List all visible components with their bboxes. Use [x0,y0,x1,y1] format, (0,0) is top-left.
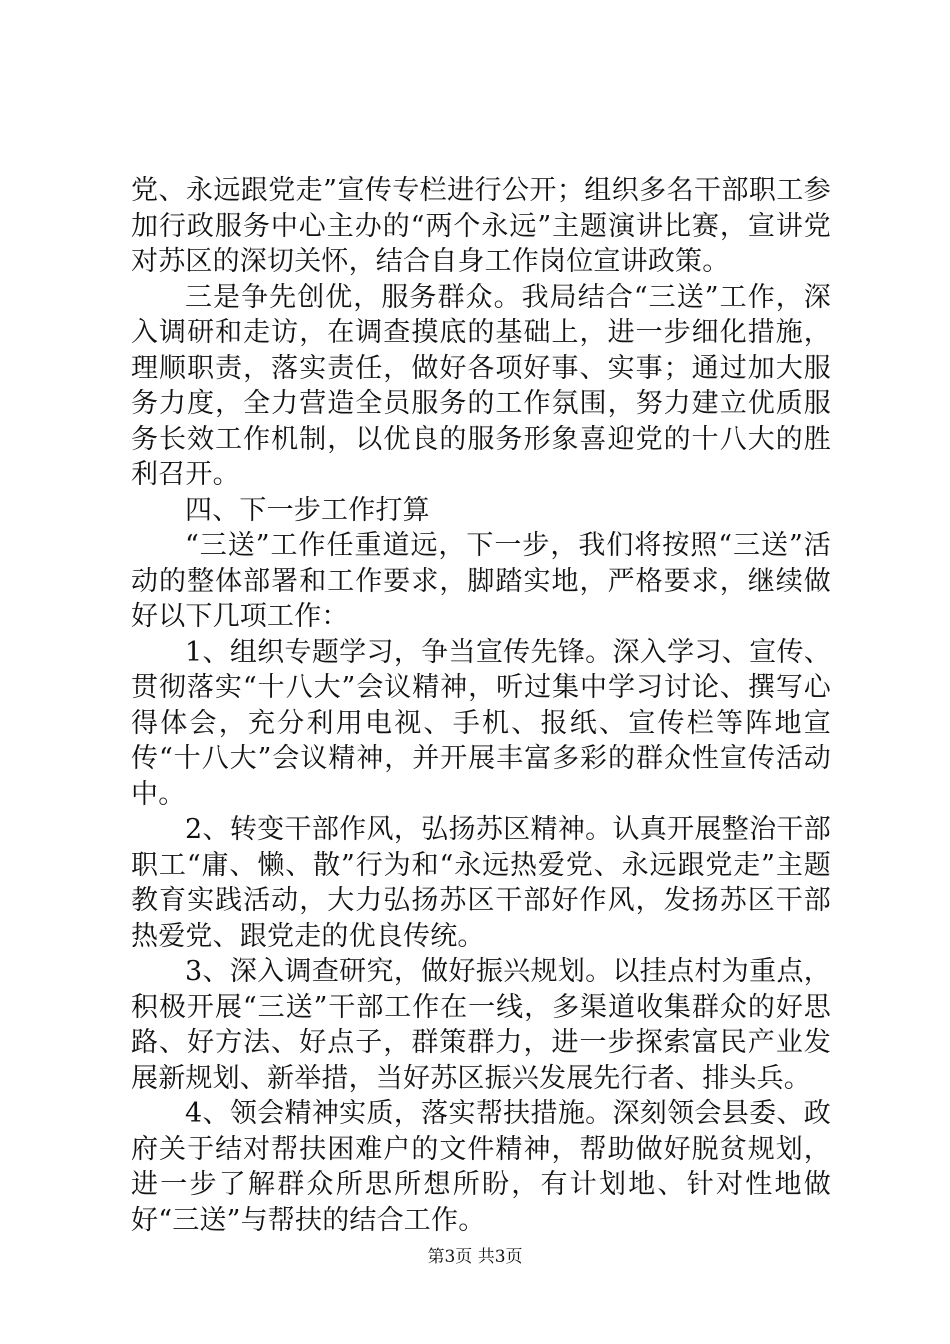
paragraph-item-1: 1、组织专题学习，争当宣传先锋。深入学习、宣传、贯彻落实“十八大”会议精神，听过集中学习讨论、撰写心得体会，充分利用电视、手机、报纸、宣传栏等阵地宣传“十八大”会议精神，并开展丰富多彩的群众性宣传活动中。 [131,636,831,810]
paragraph-item-4: 4、领会精神实质，落实帮扶措施。深刻领会县委、政府关于结对帮扶困难户的文件精神，帮助做好脱贫规划，进一步了解群众所思所想所盼，有计划地、针对性地做好“三送”与帮扶的结合工作。 [131,1098,831,1236]
paragraph-service-masses: 三是争先创优，服务群众。我局结合“三送”工作，深入调研和走访，在调查摸底的基础上，进一步细化措施，理顺职责，落实责任，做好各项好事、实事；通过加大服务力度，全力营造全员服务的工作氛围，努力建立优质服务长效工作机制，以优良的服务形象喜迎党的十八大的胜利召开。 [131,281,831,490]
paragraph-next-steps-intro: “三送”工作任重道远，下一步，我们将按照“三送”活动的整体部署和工作要求，脚踏实地，严格要求，继续做好以下几项工作： [131,530,831,632]
paragraph-continuation: 党、永远跟党走”宣传专栏进行公开；组织多名干部职工参加行政服务中心主办的“两个永远”主题演讲比赛，宣讲党对苏区的深切关怀，结合自身工作岗位宣讲政策。 [131,175,831,277]
page-footer: 第3页 共3页 [427,1247,523,1267]
document-body [131,173,831,1238]
paragraph-item-3: 3、深入调查研究，做好振兴规划。以挂点村为重点，积极开展“三送”干部工作在一线，多渠道收集群众的好思路、好方法、好点子，群策群力，进一步探索富民产业发展新规划、新举措，当好苏区振兴发展先行者、排头兵。 [131,956,831,1094]
paragraph-item-2: 2、转变干部作风，弘扬苏区精神。认真开展整治干部职工“庸、懒、散”行为和“永远热爱党、永远跟党走”主题教育实践活动，大力弘扬苏区干部好作风，发扬苏区干部热爱党、跟党走的优良传统。 [131,814,831,952]
section-heading-next-steps: 四、下一步工作打算 [185,494,430,526]
